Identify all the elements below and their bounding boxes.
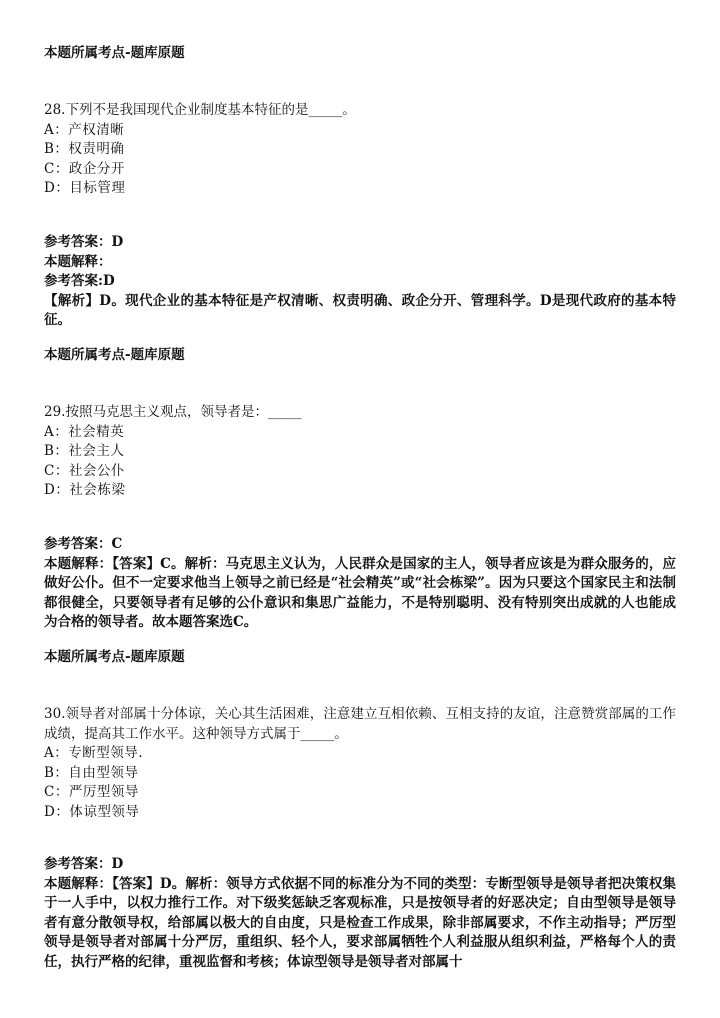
option-a: A：专断型领导. [44,745,144,761]
option-a: A：社会精英 [44,423,125,440]
option-b: B：社会主人 [44,443,125,459]
option-c: C：严厉型领导 [44,784,139,800]
reference-answer: 参考答案：C [44,536,123,552]
explanation-text: 本题解释：【答案】C。解析：马克思主义认为，人民群众是国家的主人，领导者应该是为群众服务的，应做好公仆。但不一定要求他当上领导之前已经是“社会精英”或“社会栋梁”。因为只要这个国家民主和法制都很健全，只要领导者有足够的公仆意识和集思广益能力，不是特别聪明、没有特别突出成就的人也能成为合格的领导者。故本题答案选C。 [44,555,676,630]
answer-30 [44,855,676,972]
question-30 [44,705,676,822]
option-d: D：社会栋梁 [44,482,126,498]
topic-tag-text: 本题所属考点-题库原题 [44,45,185,61]
reference-answer: 参考答案：D [44,234,124,250]
analysis-text: 【解析】D。现代企业的基本特征是产权清晰、权责明确、政企分开、管理科学。D是现代政府的基本特征。 [44,292,676,328]
answer-29 [44,535,676,633]
option-a: A：产权清晰 [44,121,125,138]
option-c: C：社会公仆 [44,462,125,479]
reference-answer-2: 参考答案:D [44,273,115,289]
topic-tag-text: 本题所属考点-题库原题 [44,649,185,665]
question-stem: 29.按照马克思主义观点，领导者是：_____ [44,404,302,420]
option-c: C：政企分开 [44,160,125,177]
topic-tag-28 [44,346,676,366]
question-29 [44,403,676,501]
question-stem: 30.领导者对部属十分体谅，关心其生活困难，注意建立互相依赖、互相支持的友谊，注意赞赏部属的工作成绩，提高其工作水平。这种领导方式属于_____。 [44,706,676,742]
reference-answer: 参考答案：D [44,856,124,872]
answer-28 [44,233,676,331]
option-d: D：体谅型领导 [44,803,140,820]
option-d: D：目标管理 [44,180,126,196]
topic-tag-text: 本题所属考点-题库原题 [44,347,185,363]
option-b: B：自由型领导 [44,764,139,781]
explanation-text: 本题解释：【答案】D。解析：领导方式依据不同的标准分为不同的类型：专断型领导是领导者把决策权集于一人手中，以权力推行工作。对下级奖惩缺乏客观标准，只是按领导者的好恶决定；自由型领导是领导者有意分散领导权，给部属以极大的自由度，只是检查工作成果，除非部属要求，不作主动指导；严厉型领导是领导者对部属十分严厉，重组织、轻个人，要求部属牺牲个人利益服从组织利益，严格每个人的责任，执行严格的纪律，重视监督和考核；体谅型领导是领导者对部属十 [44,875,676,970]
explanation-label: 本题解释： [44,253,112,270]
option-b: B：权责明确 [44,141,125,157]
topic-tag-29 [44,648,676,668]
topic-tag [44,44,676,64]
question-stem: 28.下列不是我国现代企业制度基本特征的是_____。 [44,102,356,118]
question-28 [44,101,676,199]
